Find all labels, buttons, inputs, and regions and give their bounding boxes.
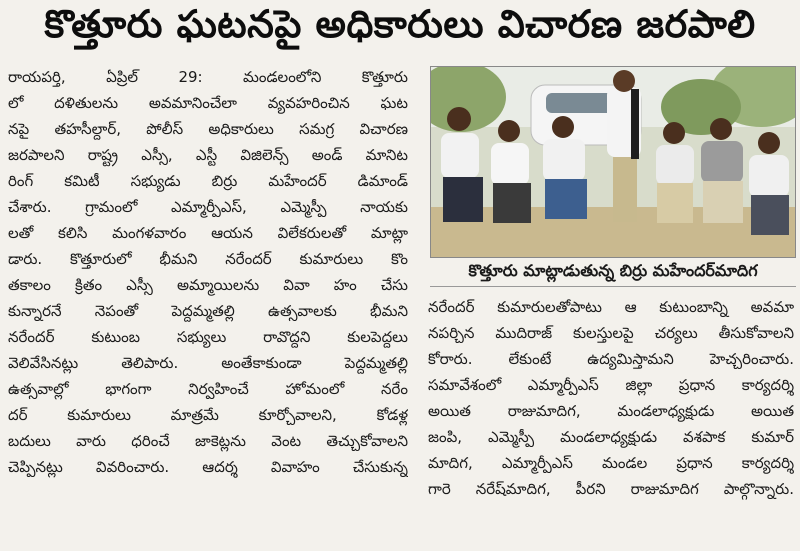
photo-caption: కొత్తూరు మాట్లాడుతున్న బిర్రు మహేందర్‌మాదిగ — [430, 258, 796, 287]
right-column-lines — [428, 294, 794, 502]
text-line: డారు. కొత్తూరులో భీమని నరేందర్ కుమారులు కొం — [8, 250, 408, 268]
text-line: ఉత్సవాల్లో భాగంగా నిర్వహించే హోమంలో నరేం — [8, 380, 408, 398]
text-line: తకాలం క్రితం ఎస్సీ అమ్మాయిలను వివా హం చేసు — [8, 276, 408, 294]
text-line: లో దళితులను అవమానించేలా వ్యవహరించిన ఘట — [8, 94, 408, 112]
text-line: అయిత రాజుమాదిగ, మండలాధ్యక్షుడు అయిత — [428, 402, 794, 420]
text-line: సమావేశంలో ఎమ్మార్పీఎస్ జిల్లా ప్రధాన కార్యదర్శి — [428, 376, 794, 394]
article-column-right — [428, 294, 794, 534]
text-line: చేశారు. గ్రామంలో ఎమ్మార్పీఎస్, ఎమ్మెస్పీ నాయకు — [8, 198, 408, 216]
text-line: రింగ్ కమిటీ సభ్యుడు బిర్రు మహేందర్ డిమాండ్ — [8, 172, 408, 190]
text-line: జరపాలని రాష్ట్ర ఎస్సీ, ఎస్టీ విజిలెన్స్ అండ్ మానిట — [8, 146, 408, 164]
text-line: దర్ కుమారులు మాత్రమే కూర్చోవాలని, కోడళ్ల — [8, 406, 408, 424]
text-line: గారె నరేష్‌మాదిగ, పీరని రాజుమాదిగ పాల్గొన్నారు. — [428, 480, 794, 498]
text-line: రాయపర్తి, ఏప్రిల్ 29: మండలంలోని కొత్తూరు — [8, 68, 408, 86]
text-line: నరేందర్ కుమారులతోపాటు ఆ కుటుంబాన్ని అవమా — [428, 298, 794, 316]
text-line: కున్నారనే నెపంతో పెద్దమ్మతల్లి ఉత్సవాలకు భీమని — [8, 302, 408, 320]
text-line: బదులు వారు ధరించే జాకెట్లను వెంట తెచ్చుకోవాలని — [8, 432, 408, 450]
text-line: కోరారు. లేకుంటే ఉద్యమిస్తామని హెచ్చరించారు. — [428, 350, 794, 368]
text-line: మాదిగ, ఎమ్మార్పీఎస్ మండల ప్రధాన కార్యదర్శి — [428, 454, 794, 472]
text-line: నపై తహసీల్దార్, పోలీస్ అధికారులు సమగ్ర విచారణ — [8, 120, 408, 138]
news-photo — [430, 66, 796, 258]
text-line: వెలివేసినట్లు తెలిపారు. అంతేకాకుండా పెద్దమ్మతల్లి — [8, 354, 408, 372]
text-line: లతో కలిసి మంగళవారం ఆయన విలేకరులతో మాట్లా — [8, 224, 408, 242]
left-column-lines — [8, 64, 408, 480]
text-line: నరేందర్ కుటుంబ సభ్యులు రావొద్దని కులపెద్దలు — [8, 328, 408, 346]
text-line: నపర్చిన ముదిరాజ్ కులస్తులపై చర్యలు తీసుకోవాలని — [428, 324, 794, 342]
text-line: జంపి, ఎమ్మెస్పీ మండలాధ్యక్షుడు వశపాక కుమార్ — [428, 428, 794, 446]
headline: కొత్తూరు ఘటనపై అధికారులు విచారణ జరపాలి — [44, 2, 756, 46]
text-line: చెప్పినట్లు వివరించారు. ఆదర్శ వివాహం చేసుకున్న — [8, 458, 408, 476]
article-column-left — [8, 64, 408, 534]
